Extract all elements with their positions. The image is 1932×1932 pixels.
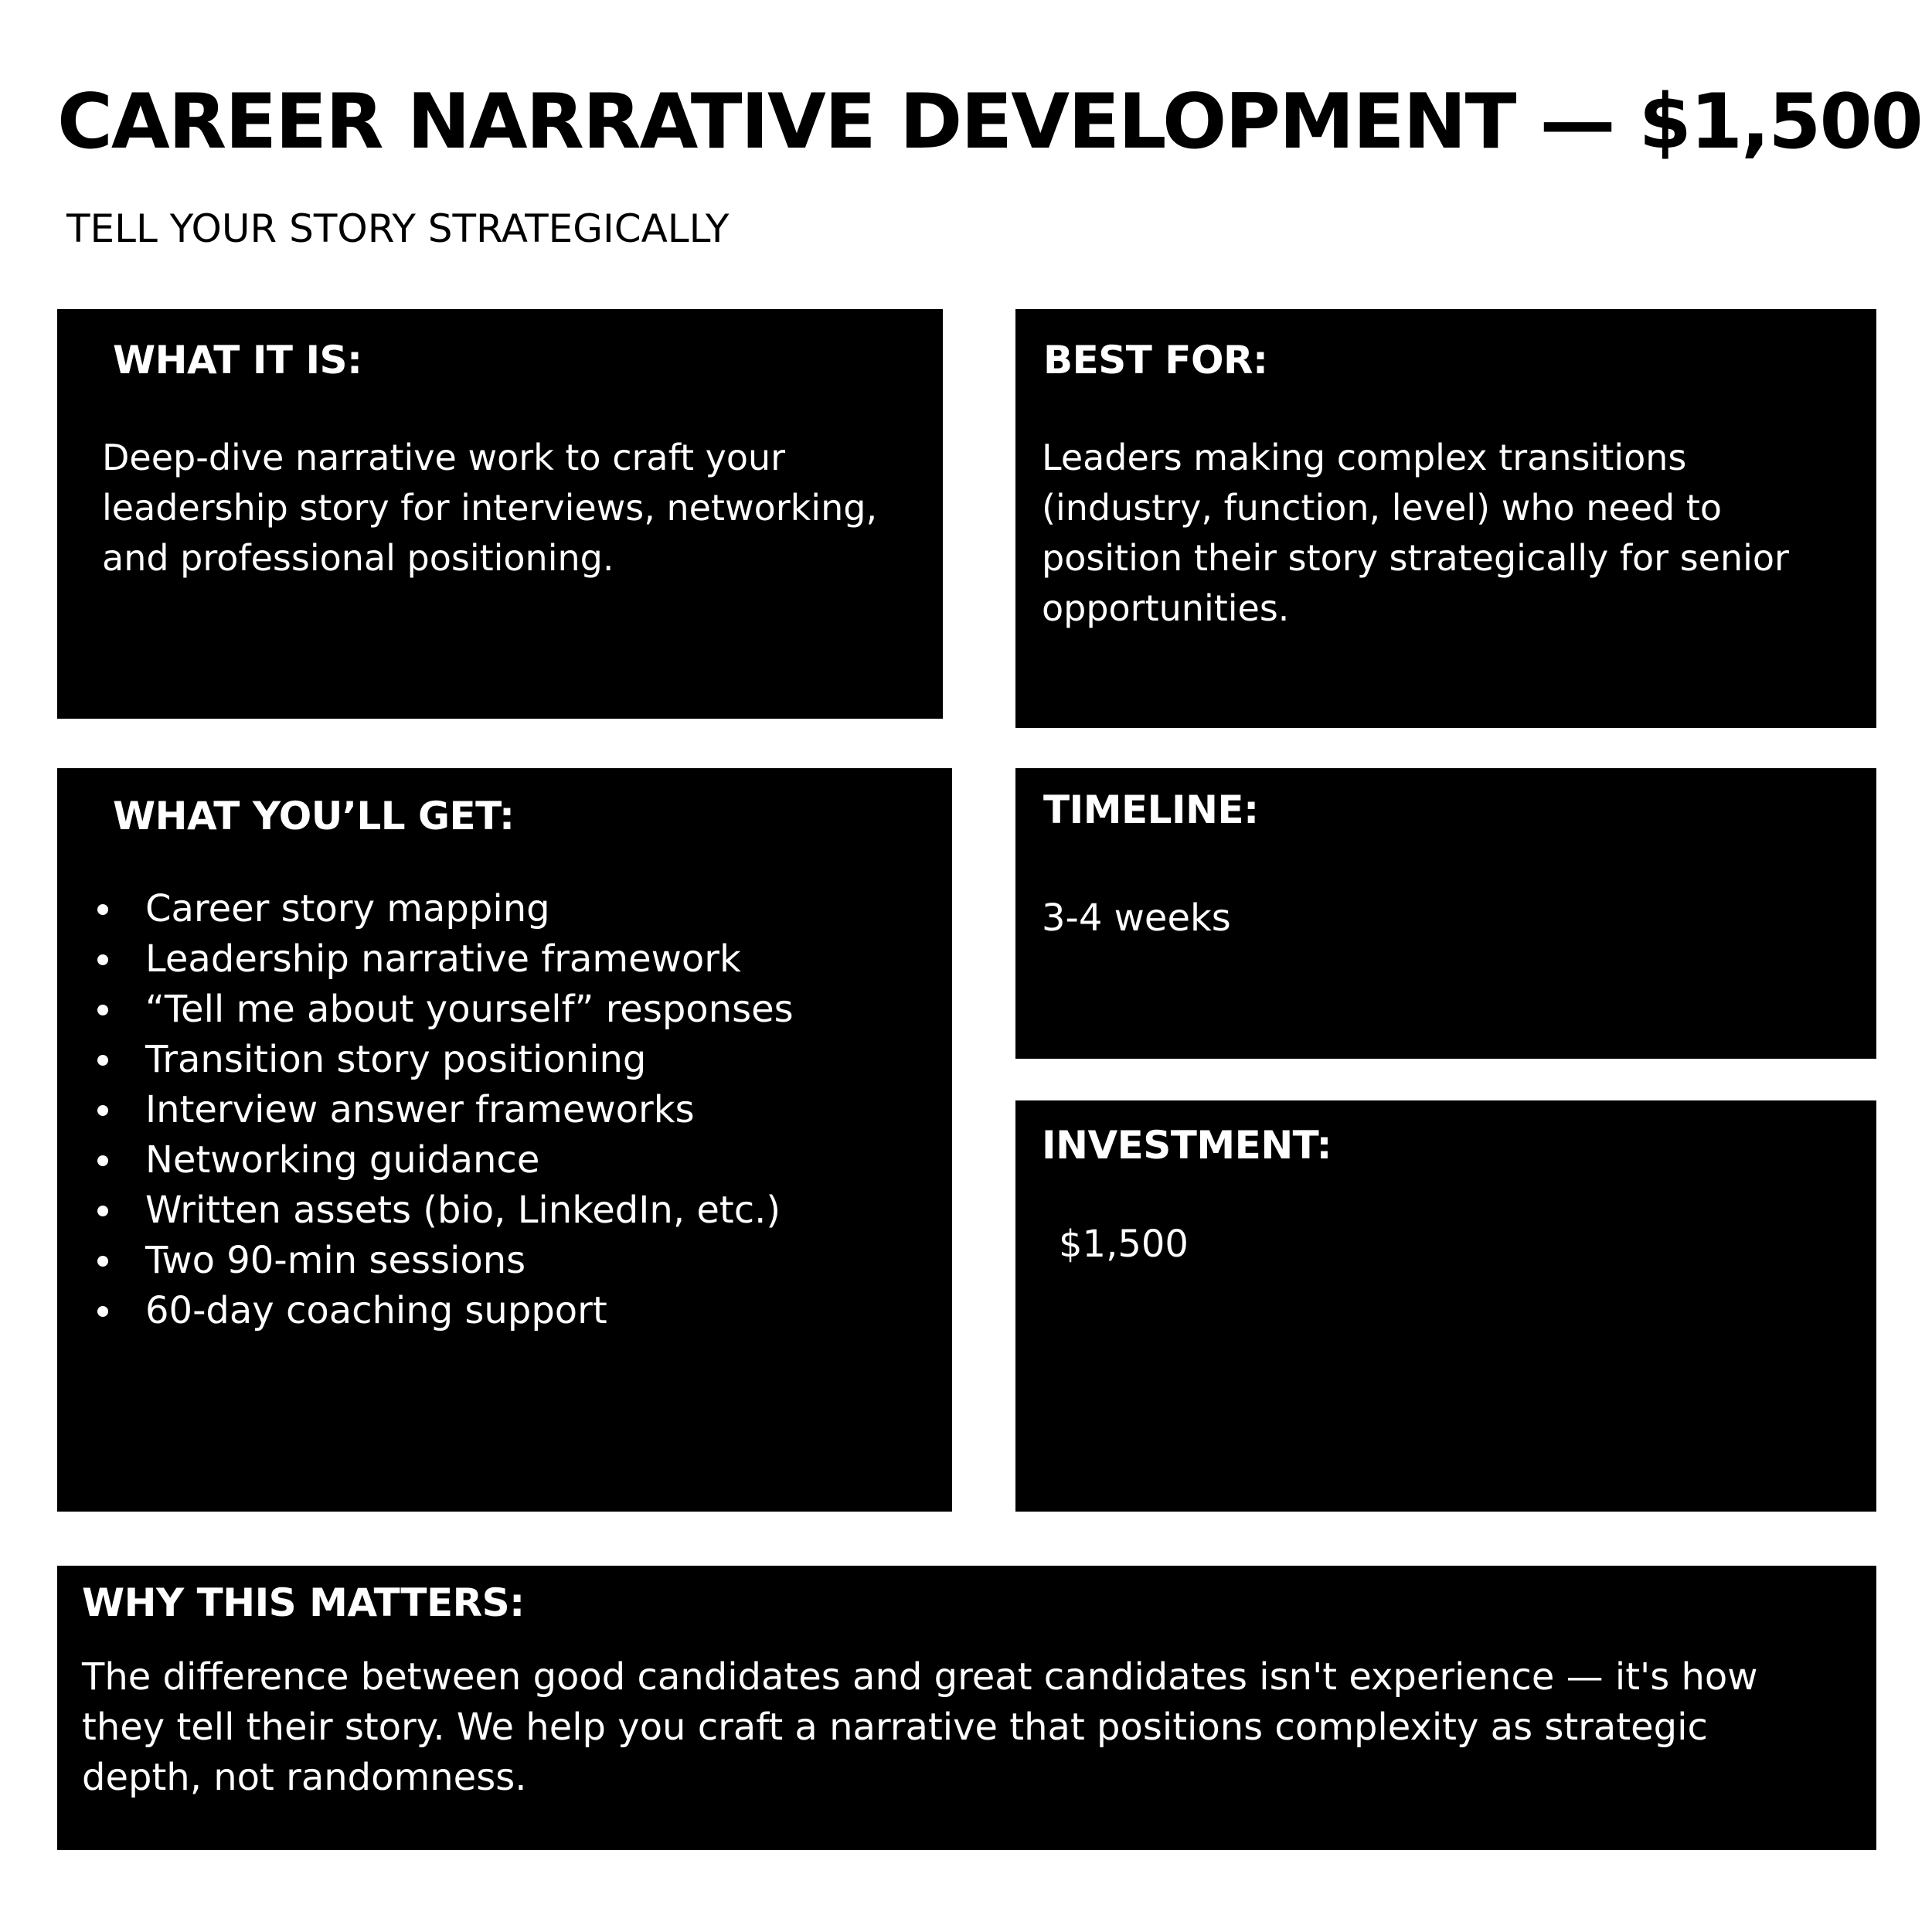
timeline-card xyxy=(1015,768,1876,1059)
list-item: Two 90-min sessions xyxy=(57,1236,938,1286)
what-it-is-card xyxy=(57,309,943,719)
list-item: Leadership narrative framework xyxy=(57,934,938,985)
timeline-value: 3-4 weeks xyxy=(1042,896,1231,940)
deliverables-list xyxy=(57,884,938,1336)
timeline-heading: TIMELINE: xyxy=(1043,787,1259,832)
list-item: Career story mapping xyxy=(57,884,938,934)
why-this-matters-heading: WHY THIS MATTERS: xyxy=(82,1580,525,1625)
what-it-is-heading: WHAT IT IS: xyxy=(113,338,362,383)
list-item: Interview answer frameworks xyxy=(57,1085,938,1135)
investment-card xyxy=(1015,1100,1876,1512)
what-it-is-body: Deep-dive narrative work to craft your leadership story for interviews, networking, and professional positioning. xyxy=(102,437,878,579)
list-item: Transition story positioning xyxy=(57,1035,938,1085)
list-item: Networking guidance xyxy=(57,1135,938,1185)
what-youll-get-card xyxy=(57,768,952,1512)
best-for-heading: BEST FOR: xyxy=(1043,338,1268,383)
list-item: Written assets (bio, LinkedIn, etc.) xyxy=(57,1185,938,1236)
best-for-card xyxy=(1015,309,1876,728)
investment-heading: INVESTMENT: xyxy=(1042,1123,1332,1168)
best-for-body: Leaders making complex transitions (industry, function, level) who need to position their story strategically for senior opportunities. xyxy=(1042,437,1789,629)
investment-value: $1,500 xyxy=(1059,1223,1189,1266)
list-item: “Tell me about yourself” responses xyxy=(57,985,938,1035)
why-this-matters-card xyxy=(57,1566,1876,1850)
list-item: 60-day coaching support xyxy=(57,1286,938,1336)
page-subtitle: TELL YOUR STORY STRATEGICALLY xyxy=(66,206,730,251)
why-this-matters-body: The difference between good candidates and great candidates isn't experience — it's how they tell their story. We help you craft a narrative that positions complexity as strategic depth, not randomness. xyxy=(82,1655,1758,1799)
what-youll-get-heading: WHAT YOU’LL GET: xyxy=(113,794,515,838)
page-title: CAREER NARRATIVE DEVELOPMENT — $1,500 xyxy=(57,78,1922,166)
